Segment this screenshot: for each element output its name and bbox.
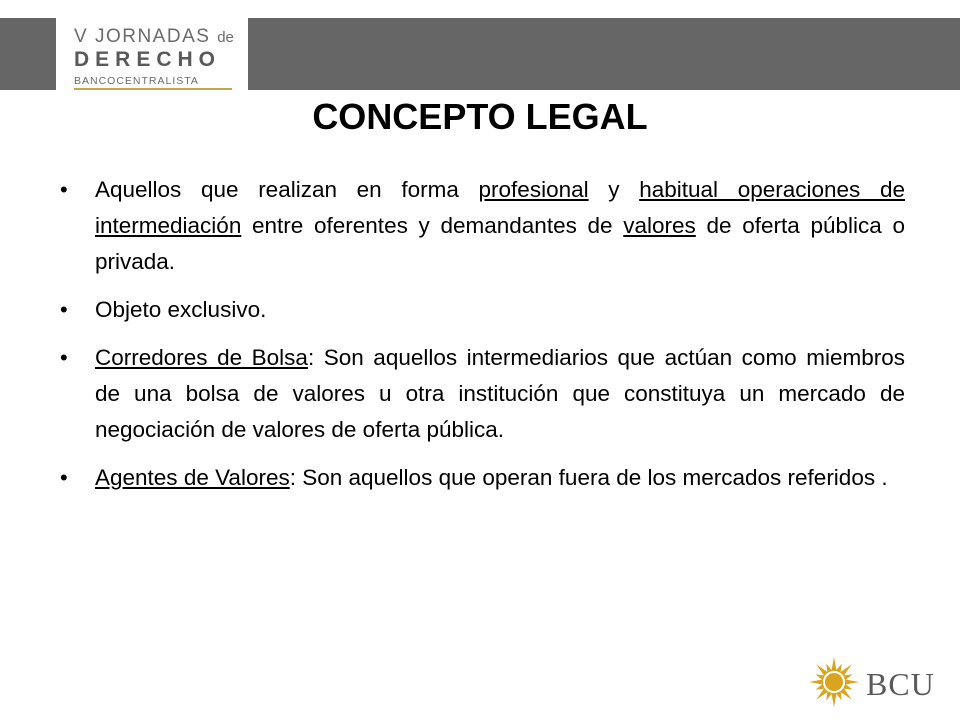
slide-title: CONCEPTO LEGAL	[312, 96, 648, 137]
sun-emblem-icon	[808, 656, 860, 708]
bullet-item	[60, 340, 905, 448]
header-bar	[0, 18, 960, 90]
bullet-text: entre oferentes y demandantes de	[241, 213, 624, 238]
slide-content	[60, 172, 905, 508]
sun-ray	[836, 664, 842, 673]
sun-ray	[845, 679, 859, 684]
sun-ray	[831, 693, 836, 707]
bullet-text: de oferta pública o privada.	[95, 213, 905, 274]
sun-ray	[826, 691, 832, 700]
bullet-text: Objeto exclusivo.	[95, 297, 267, 322]
underlined-term: Corredores de Bolsa	[95, 345, 308, 370]
logo-line1-main: V JORNADAS	[74, 26, 211, 47]
bcu-brand-text: BCU	[866, 666, 935, 702]
sun-ray	[809, 679, 823, 684]
bullet-list	[60, 172, 905, 496]
bullet-text: y	[588, 177, 640, 202]
bullet-item	[60, 292, 905, 328]
bullet-item	[60, 460, 905, 496]
sun-ray	[816, 688, 828, 700]
sun-ray	[816, 674, 825, 680]
bullet-text: Aquellos que realizan en forma	[95, 177, 479, 202]
sun-ray	[843, 674, 852, 680]
bullet-text: : Son aquellos intermediarios que actúan como miembros de una bolsa de valores u otra institución que constituya un mercado de negociación de valores de oferta pública.	[95, 345, 906, 442]
header-bar-right	[248, 18, 960, 90]
underlined-term: habitual operaciones de intermediación	[95, 177, 905, 238]
sun-ray	[840, 664, 852, 676]
underlined-term: profesional	[478, 177, 589, 202]
sun-ray	[836, 691, 842, 700]
bullet-text: : Son aquellos que operan fuera de los mercados referidos .	[289, 465, 888, 490]
event-logo	[56, 18, 248, 90]
sun-ray	[816, 684, 825, 690]
logo-line3: BANCOCENTRALISTA	[74, 75, 199, 87]
sun-ray	[831, 657, 836, 671]
header-bar-left	[0, 18, 56, 90]
sun-ray	[840, 688, 852, 700]
logo-line1	[74, 26, 234, 48]
underlined-term: valores	[623, 213, 696, 238]
logo-line2: DERECHO	[74, 48, 222, 71]
sun-ray	[816, 664, 828, 676]
sun-ray	[826, 664, 832, 673]
underlined-term: Agentes de Valores	[95, 465, 290, 490]
bullet-item	[60, 172, 905, 280]
sun-ray	[843, 684, 852, 690]
bcu-logo	[806, 652, 946, 712]
logo-underline	[74, 88, 232, 90]
logo-line1-suffix: de	[217, 29, 234, 46]
